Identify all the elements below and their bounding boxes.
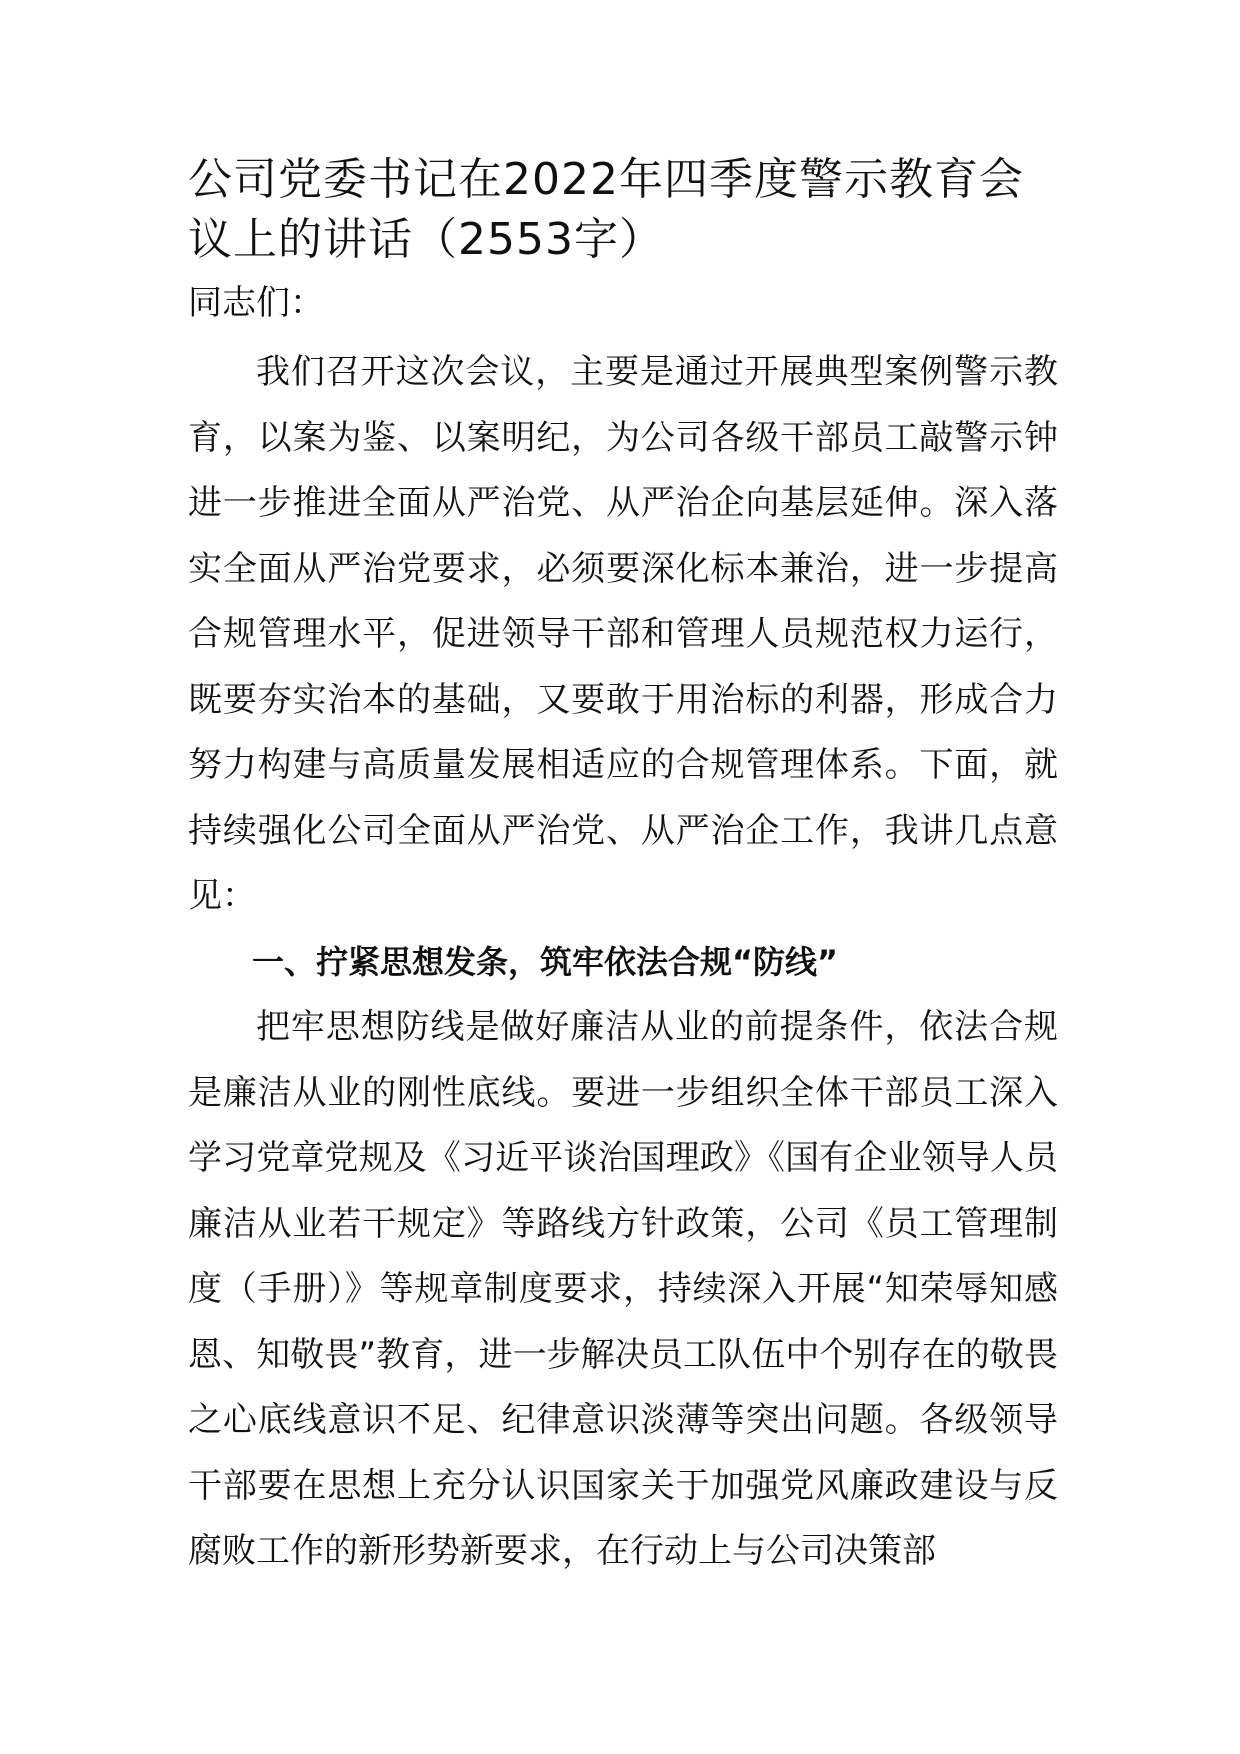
- section-heading-1: 一、拧紧思想发条，筑牢依法合规“防线”: [252, 942, 839, 981]
- section-paragraph-1: 把牢思想防线是做好廉洁从业的前提条件，依法合规是廉洁从业的刚性底线。要进一步组织全体干部员工深入学习党章党规及《习近平谈治国理政》《国有企业领导人员廉洁从业若干规定》等路线方针政策，公司《员工管理制度（手册）》等规章制度要求，持续深入开展“知荣辱知感恩、知敬畏”教育，进一步解决员工队伍中个别存在的敬畏之心底线意识不足、纪律意识淡薄等突出问题。各级领导干部要在思想上充分认识国家关于加强党风廉政建设与反腐败工作的新形势新要求，在行动上与公司决策部: [188, 1007, 1058, 1571]
- document-page: [188, 150, 1058, 1585]
- intro-paragraph: 我们召开这次会议，主要是通过开展典型案例警示教育，以案为鉴、以案明纪，为公司各级干部员工敲警示钟进一步推进全面从严治党、从严治企向基层延伸。深入落实全面从严治党要求，必须要深化标本兼治，进一步提高合规管理水平，促进领导干部和管理人员规范权力运行，既要夯实治本的基础，又要敢于用治标的利器，形成合力努力构建与高质量发展相适应的合规管理体系。下面，就持续强化公司全面从严治党、从严治企工作，我讲几点意见：: [188, 352, 1058, 916]
- document-title: 公司党委书记在2022年四季度警示教育会议上的讲话（2553字）: [188, 154, 1024, 265]
- salutation: 同志们：: [188, 283, 324, 323]
